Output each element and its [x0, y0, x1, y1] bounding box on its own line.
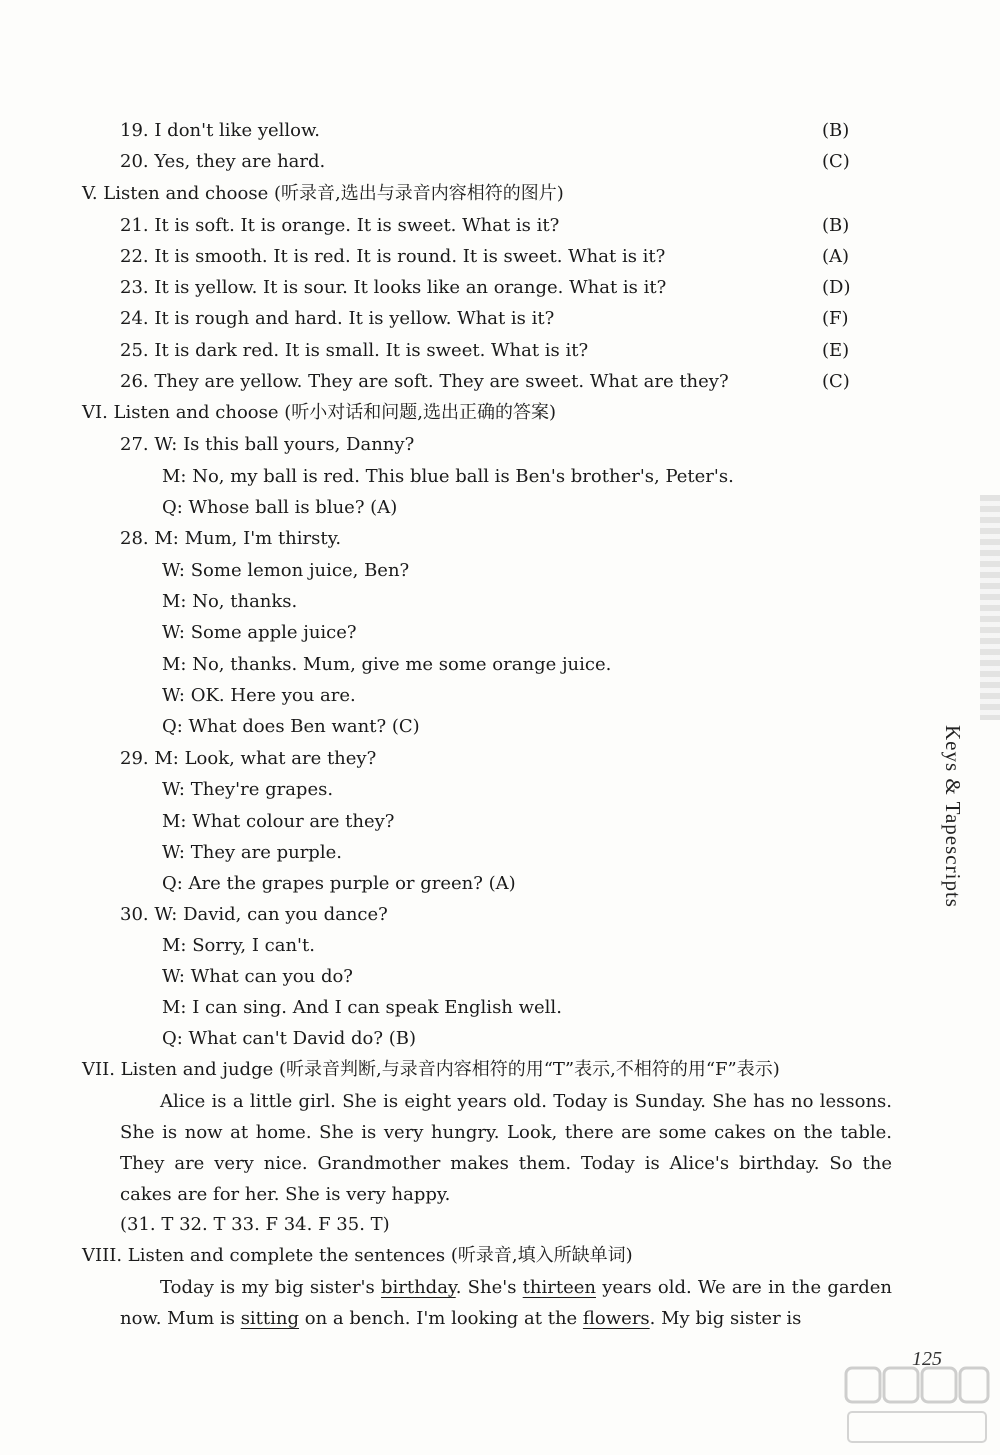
filled-blank-flowers: flowers: [582, 1308, 650, 1329]
filled-blank-birthday: birthday: [380, 1277, 456, 1298]
item-26: 26. They are yellow. They are soft. They are sweet. What are they?: [120, 371, 729, 392]
item-25: 25. It is dark red. It is small. It is sweet. What is it?: [120, 340, 589, 361]
passage-text: . My big sister is: [649, 1308, 802, 1329]
answer-23: (D): [822, 277, 851, 298]
dialogue-30-question: Q: What can't David do? (B): [162, 1028, 416, 1049]
dialogue-28-line-5: M: No, thanks. Mum, give me some orange juice.: [162, 654, 612, 675]
answer-20: (C): [822, 151, 850, 172]
watermark-logo: [842, 1362, 992, 1448]
section-v-heading: V. Listen and choose (听录音,选出与录音内容相符的图片): [82, 183, 564, 204]
section-vi-heading: VI. Listen and choose (听小对话和问题,选出正确的答案): [82, 402, 556, 423]
answer-19: (B): [822, 120, 850, 141]
section-viii-passage: [120, 1272, 892, 1334]
section-viii-heading: VIII. Listen and complete the sentences (听录音,填入所缺单词): [82, 1245, 633, 1266]
dialogue-30-line-1: 30. W: David, can you dance?: [120, 904, 388, 925]
dialogue-28-question: Q: What does Ben want? (C): [162, 716, 420, 737]
dialogue-27-line-2: M: No, my ball is red. This blue ball is Ben's brother's, Peter's.: [162, 466, 734, 487]
dialogue-28-line-1: 28. M: Mum, I'm thirsty.: [120, 528, 342, 549]
answer-26: (C): [822, 371, 850, 392]
section-vii-heading: VII. Listen and judge (听录音判断,与录音内容相符的用“T”表示,不相符的用“F”表示): [82, 1059, 780, 1080]
item-24: 24. It is rough and hard. It is yellow. What is it?: [120, 308, 555, 329]
passage-text: . She's: [455, 1277, 523, 1298]
item-21: 21. It is soft. It is orange. It is sweet. What is it?: [120, 215, 560, 236]
dialogue-27-line-1: 27. W: Is this ball yours, Danny?: [120, 434, 415, 455]
dialogue-30-line-4: M: I can sing. And I can speak English well.: [162, 997, 562, 1018]
item-20: 20. Yes, they are hard.: [120, 151, 326, 172]
passage-text: years old. We are in the garden now. Mum is: [120, 1277, 892, 1329]
passage-text: on a bench. I'm looking at the: [299, 1308, 583, 1329]
filled-blank-thirteen: thirteen: [522, 1277, 596, 1298]
item-23: 23. It is yellow. It is sour. It looks like an orange. What is it?: [120, 277, 667, 298]
section-vii-passage: [120, 1086, 892, 1210]
answer-21: (B): [822, 215, 850, 236]
answer-25: (E): [822, 340, 850, 361]
dialogue-30-line-2: M: Sorry, I can't.: [162, 935, 315, 956]
dialogue-29-question: Q: Are the grapes purple or green? (A): [162, 873, 516, 894]
dialogue-29-line-4: W: They are purple.: [162, 842, 342, 863]
side-section-title: Keys & Tapescripts: [941, 725, 965, 908]
dialogue-29-line-3: M: What colour are they?: [162, 811, 395, 832]
answer-22: (A): [822, 246, 850, 267]
filled-blank-sitting: sitting: [240, 1308, 300, 1329]
book-edge-shadow: [980, 495, 1000, 720]
dialogue-30-line-3: W: What can you do?: [162, 966, 353, 987]
dialogue-28-line-4: W: Some apple juice?: [162, 622, 357, 643]
item-19: 19. I don't like yellow.: [120, 120, 320, 141]
page-number: 125: [912, 1348, 942, 1370]
section-vii-answers: (31. T 32. T 33. F 34. F 35. T): [120, 1214, 390, 1235]
dialogue-29-line-2: W: They're grapes.: [162, 779, 334, 800]
dialogue-27-question: Q: Whose ball is blue? (A): [162, 497, 398, 518]
passage-text: Today is my big sister's: [160, 1277, 381, 1298]
item-22: 22. It is smooth. It is red. It is round. It is sweet. What is it?: [120, 246, 666, 267]
dialogue-28-line-6: W: OK. Here you are.: [162, 685, 356, 706]
dialogue-28-line-2: W: Some lemon juice, Ben?: [162, 560, 410, 581]
answer-24: (F): [822, 308, 849, 329]
dialogue-29-line-1: 29. M: Look, what are they?: [120, 748, 377, 769]
section-vii-passage-text: Alice is a little girl. She is eight years old. Today is Sunday. She has no lessons. She is now at home. She is very hungry. Look, there are some cakes on the table. They are very nice. Grandmother makes them. Today is Alice's birthday. So the cakes are for her. She is very happy.: [120, 1091, 892, 1205]
dialogue-28-line-3: M: No, thanks.: [162, 591, 298, 612]
